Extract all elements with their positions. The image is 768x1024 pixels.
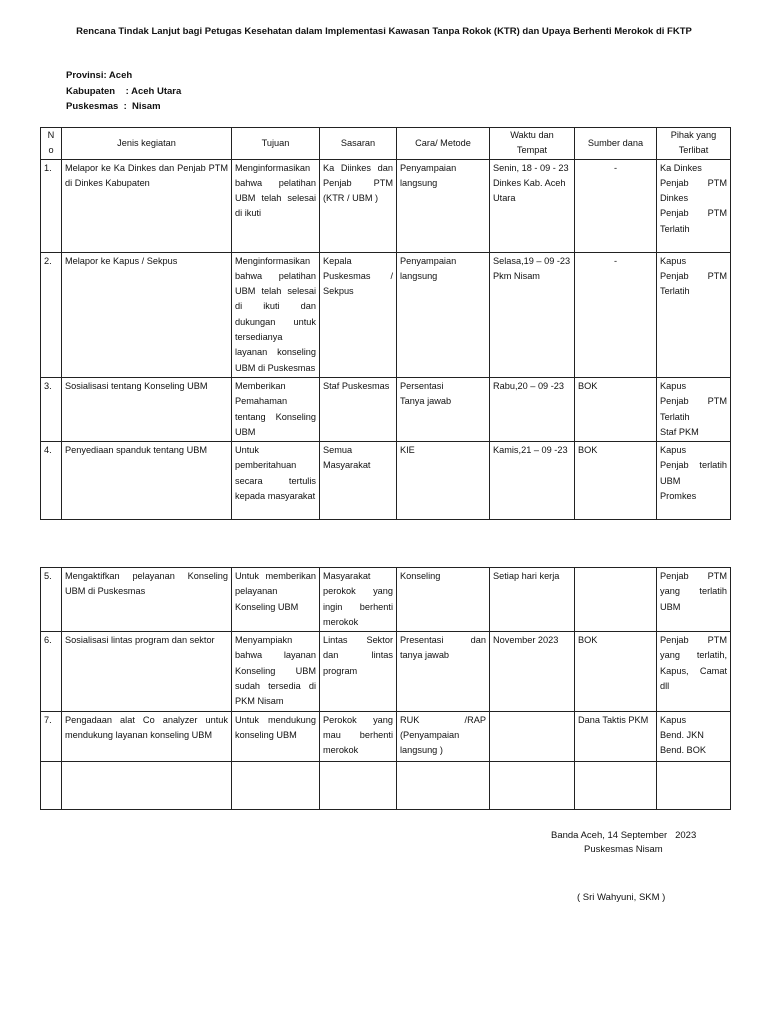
cell-metode (397, 761, 490, 809)
cell-sasaran: Staf Puskesmas (320, 377, 397, 441)
table-row (41, 442, 731, 520)
header-no: N o (41, 128, 62, 160)
cell-sumber-dana: Dana Taktis PKM (575, 711, 657, 761)
cell-pihak: Kapus Bend. JKN Bend. BOK (657, 711, 731, 761)
cell-sumber-dana (575, 761, 657, 809)
cell-sasaran (320, 761, 397, 809)
cell-sasaran: Masyarakat perokok yang ingin berhenti merokok (320, 568, 397, 632)
plan-table-part2 (40, 567, 731, 810)
plan-table-part1 (40, 127, 731, 520)
cell-tujuan: Menyampiakn bahwa layanan Konseling UBM sudah tersedia di PKM Nisam (232, 632, 320, 711)
cell-kegiatan: Pengadaan alat Co analyzer untuk mendukung layanan konseling UBM (62, 711, 232, 761)
meta-puskesmas: Puskesmas : Nisam (66, 101, 161, 112)
cell-kegiatan: Melapor ke Ka Dinkes dan Penjab PTM di Dinkes Kabupaten (62, 159, 232, 252)
cell-sumber-dana: BOK (575, 442, 657, 520)
cell-sumber-dana (575, 568, 657, 632)
cell-tujuan (232, 761, 320, 809)
cell-tujuan: Untuk pemberitahuan secara tertulis kepada masyarakat (232, 442, 320, 520)
cell-kegiatan: Sosialisasi tentang Konseling UBM (62, 377, 232, 441)
table-row (41, 252, 731, 377)
cell-no (41, 761, 62, 809)
cell-no: 7. (41, 711, 62, 761)
cell-metode: Persentasi Tanya jawab (397, 377, 490, 441)
cell-no: 1. (41, 159, 62, 252)
meta-kabupaten: Kabupaten : Aceh Utara (66, 85, 182, 97)
cell-tujuan: Memberikan Pemahaman tentang Konseling UBM (232, 377, 320, 441)
table-row (41, 711, 731, 761)
signature-place-date: Banda Aceh, 14 September 2023 (551, 830, 697, 841)
cell-waktu: Senin, 18 - 09 - 23 Dinkes Kab. Aceh Utara (490, 159, 575, 252)
cell-sasaran: Ka Diinkes dan Penjab PTM (KTR / UBM ) (320, 159, 397, 252)
table-header-row (41, 128, 731, 160)
cell-waktu: Setiap hari kerja (490, 568, 575, 632)
cell-pihak: Kapus Penjab terlatih UBM Promkes (657, 442, 731, 520)
cell-metode: Presentasi dan tanya jawab (397, 632, 490, 711)
cell-sasaran: Kepala Puskesmas / Sekpus (320, 252, 397, 377)
cell-sumber-dana: BOK (575, 377, 657, 441)
cell-waktu (490, 761, 575, 809)
header-tujuan: Tujuan (232, 128, 320, 160)
cell-waktu: Selasa,19 – 09 -23 Pkm Nisam (490, 252, 575, 377)
cell-metode: Penyampaian langsung (397, 252, 490, 377)
table-row (41, 632, 731, 711)
cell-pihak (657, 761, 731, 809)
cell-sasaran: Semua Masyarakat (320, 442, 397, 520)
document-title: Rencana Tindak Lanjut bagi Petugas Kesehatan dalam Implementasi Kawasan Tanpa Rokok (KTR) dan Upaya Berhenti Merokok di FKTP (76, 26, 692, 37)
cell-waktu: November 2023 (490, 632, 575, 711)
header-cara-metode: Cara/ Metode (397, 128, 490, 160)
cell-sasaran: Perokok yang mau berhenti merokok (320, 711, 397, 761)
cell-waktu: Kamis,21 – 09 -23 (490, 442, 575, 520)
cell-pihak: Kapus Penjab PTM Terlatih Staf PKM (657, 377, 731, 441)
cell-no: 6. (41, 632, 62, 711)
cell-tujuan: Menginformasikan bahwa pelatihan UBM telah selesai di ikuti dan dukungan untuk tersedianya layanan konseling UBM di Puskesmas (232, 252, 320, 377)
cell-no: 3. (41, 377, 62, 441)
cell-pihak: Kapus Penjab PTM Terlatih (657, 252, 731, 377)
signature-institution: Puskesmas Nisam (584, 844, 663, 855)
header-jenis-kegiatan: Jenis kegiatan (62, 128, 232, 160)
document-meta (66, 68, 181, 115)
cell-tujuan: Untuk memberikan pelayanan Konseling UBM (232, 568, 320, 632)
cell-no: 4. (41, 442, 62, 520)
cell-sumber-dana: - (575, 159, 657, 252)
cell-metode: Penyampaian langsung (397, 159, 490, 252)
cell-metode: KIE (397, 442, 490, 520)
header-pihak-terlibat: Pihak yang Terlibat (657, 128, 731, 160)
cell-waktu: Rabu,20 – 09 -23 (490, 377, 575, 441)
header-sasaran: Sasaran (320, 128, 397, 160)
cell-metode: RUK /RAP (Penyampaian langsung ) (397, 711, 490, 761)
cell-sasaran: Lintas Sektor dan lintas program (320, 632, 397, 711)
cell-waktu (490, 711, 575, 761)
cell-pihak: Ka Dinkes Penjab PTM Dinkes Penjab PTM Terlatih (657, 159, 731, 252)
header-sumber-dana: Sumber dana (575, 128, 657, 160)
cell-kegiatan (62, 761, 232, 809)
table-row (41, 377, 731, 441)
cell-sumber-dana: - (575, 252, 657, 377)
cell-tujuan: Untuk mendukung konseling UBM (232, 711, 320, 761)
cell-kegiatan: Penyediaan spanduk tentang UBM (62, 442, 232, 520)
cell-sumber-dana: BOK (575, 632, 657, 711)
header-waktu-tempat: Waktu dan Tempat (490, 128, 575, 160)
cell-no: 2. (41, 252, 62, 377)
cell-kegiatan: Sosialisasi lintas program dan sektor (62, 632, 232, 711)
cell-tujuan: Menginformasikan bahwa pelatihan UBM telah selesai di ikuti (232, 159, 320, 252)
cell-metode: Konseling (397, 568, 490, 632)
meta-provinsi: Provinsi: Aceh (66, 70, 133, 81)
table-row (41, 568, 731, 632)
table-row (41, 159, 731, 252)
cell-pihak: Penjab PTM yang terlatih UBM (657, 568, 731, 632)
cell-kegiatan: Melapor ke Kapus / Sekpus (62, 252, 232, 377)
table-row-empty (41, 761, 731, 809)
cell-kegiatan: Mengaktifkan pelayanan Konseling UBM di Puskesmas (62, 568, 232, 632)
cell-pihak: Penjab PTM yang terlatih, Kapus, Camat dll (657, 632, 731, 711)
cell-no: 5. (41, 568, 62, 632)
signature-name: ( Sri Wahyuni, SKM ) (577, 892, 666, 903)
